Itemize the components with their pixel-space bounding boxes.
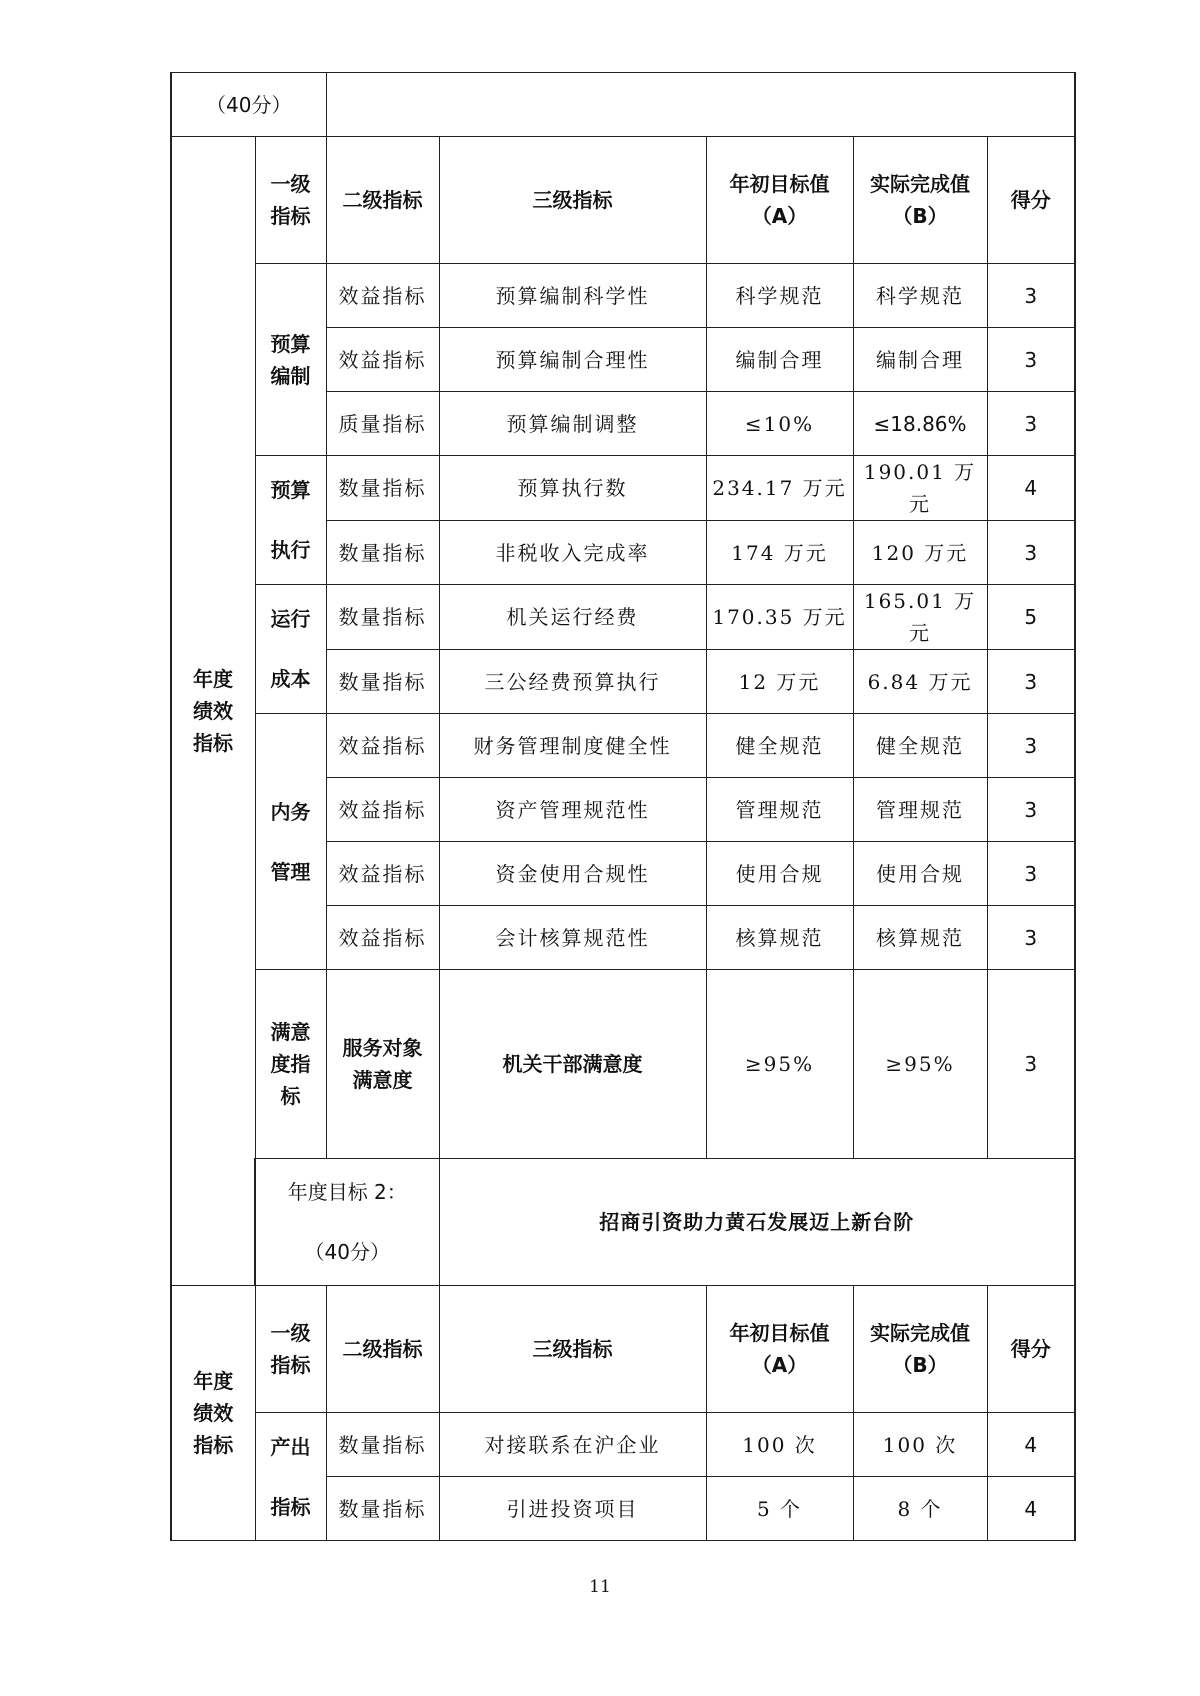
cell-score: 3 — [987, 328, 1075, 392]
cell-l2: 效益指标 — [326, 842, 439, 906]
table-row — [171, 456, 1075, 521]
cell-l3: 预算编制科学性 — [439, 264, 706, 328]
cell-target: 5 个 — [706, 1477, 853, 1541]
cell-target: 编制合理 — [706, 328, 853, 392]
header-level2: 二级指标 — [326, 137, 439, 264]
cell-l3: 预算执行数 — [439, 456, 706, 521]
section2-label: 年度 绩效 指标 — [171, 1286, 255, 1541]
cell-l2: 数量指标 — [326, 650, 439, 714]
header-score: 得分 — [987, 137, 1075, 264]
cell-actual: 健全规范 — [853, 714, 987, 778]
cell-actual: 科学规范 — [853, 264, 987, 328]
cell-target: 科学规范 — [706, 264, 853, 328]
cell-actual: 6.84 万元 — [853, 650, 987, 714]
cell-score: 3 — [987, 392, 1075, 456]
cell-l3: 财务管理制度健全性 — [439, 714, 706, 778]
cell-target: 174 万元 — [706, 521, 853, 585]
cell-l3: 预算编制合理性 — [439, 328, 706, 392]
header-target: 年初目标值 （A） — [706, 137, 853, 264]
header-actual: 实际完成值 （B） — [853, 1286, 987, 1413]
cell-target: 170.35 万元 — [706, 585, 853, 650]
cell-score: 3 — [987, 521, 1075, 585]
cell-actual: 使用合规 — [853, 842, 987, 906]
cell-l3: 非税收入完成率 — [439, 521, 706, 585]
cell-actual: 管理规范 — [853, 778, 987, 842]
cell-l2: 数量指标 — [326, 1477, 439, 1541]
cell-l3: 会计核算规范性 — [439, 906, 706, 970]
cell-l3: 预算编制调整 — [439, 392, 706, 456]
cell-l3: 机关干部满意度 — [439, 970, 706, 1159]
table-row — [171, 714, 1075, 778]
header-level2: 二级指标 — [326, 1286, 439, 1413]
cell-l2: 数量指标 — [326, 521, 439, 585]
cell-l2: 服务对象 满意度 — [326, 970, 439, 1159]
page-number: 11 — [589, 1577, 611, 1597]
cell-actual: 8 个 — [853, 1477, 987, 1541]
cell-l2: 数量指标 — [326, 456, 439, 521]
cell-l2: 数量指标 — [326, 585, 439, 650]
cell-target: ≤10% — [706, 392, 853, 456]
group-output: 产出 指标 — [255, 1413, 326, 1541]
header-actual: 实际完成值 （B） — [853, 137, 987, 264]
cell-score: 4 — [987, 1413, 1075, 1477]
cell-score: 3 — [987, 714, 1075, 778]
group-budget-exec: 预算 执行 — [255, 456, 326, 585]
header-row — [171, 1286, 1075, 1413]
goal1-points: （40分） — [171, 73, 326, 137]
cell-l3: 对接联系在沪企业 — [439, 1413, 706, 1477]
header-level1: 一级 指标 — [255, 137, 326, 264]
cell-score: 3 — [987, 842, 1075, 906]
cell-actual: 165.01 万元 — [853, 585, 987, 650]
cell-l3: 资金使用合规性 — [439, 842, 706, 906]
cell-l3: 三公经费预算执行 — [439, 650, 706, 714]
cell-target: 234.17 万元 — [706, 456, 853, 521]
cell-score: 5 — [987, 585, 1075, 650]
cell-score: 3 — [987, 650, 1075, 714]
cell-l3: 引进投资项目 — [439, 1477, 706, 1541]
header-level3: 三级指标 — [439, 137, 706, 264]
group-run-cost: 运行 成本 — [255, 585, 326, 714]
cell-l3: 机关运行经费 — [439, 585, 706, 650]
group-satisfaction: 满意 度指 标 — [255, 970, 326, 1159]
cell-l2: 效益指标 — [326, 264, 439, 328]
cell-actual: ≤18.86% — [853, 392, 987, 456]
goal1-text — [326, 73, 1075, 137]
cell-actual: 190.01 万元 — [853, 456, 987, 521]
cell-l2: 效益指标 — [326, 328, 439, 392]
cell-target: ≥95% — [706, 970, 853, 1159]
cell-target: 核算规范 — [706, 906, 853, 970]
cell-l2: 效益指标 — [326, 714, 439, 778]
cell-score: 3 — [987, 970, 1075, 1159]
header-level3: 三级指标 — [439, 1286, 706, 1413]
cell-target: 管理规范 — [706, 778, 853, 842]
cell-score: 4 — [987, 456, 1075, 521]
performance-table — [170, 72, 1076, 1541]
cell-l2: 效益指标 — [326, 906, 439, 970]
goal1-row — [171, 73, 1075, 137]
group-internal-mgmt: 内务 管理 — [255, 714, 326, 970]
cell-actual: 核算规范 — [853, 906, 987, 970]
cell-l3: 资产管理规范性 — [439, 778, 706, 842]
group-budget-prep: 预算 编制 — [255, 264, 326, 456]
cell-score: 3 — [987, 264, 1075, 328]
cell-actual: ≥95% — [853, 970, 987, 1159]
goal2-text: 招商引资助力黄石发展迈上新台阶 — [439, 1159, 1075, 1286]
table-row — [171, 970, 1075, 1159]
cell-target: 健全规范 — [706, 714, 853, 778]
goal2-label: 年度目标 2： （40分） — [255, 1159, 439, 1286]
cell-actual: 120 万元 — [853, 521, 987, 585]
header-row — [171, 137, 1075, 264]
cell-l2: 质量指标 — [326, 392, 439, 456]
cell-target: 12 万元 — [706, 650, 853, 714]
cell-actual: 编制合理 — [853, 328, 987, 392]
cell-l2: 效益指标 — [326, 778, 439, 842]
cell-score: 4 — [987, 1477, 1075, 1541]
cell-score: 3 — [987, 906, 1075, 970]
cell-target: 100 次 — [706, 1413, 853, 1477]
goal2-row — [171, 1159, 1075, 1286]
table-row — [171, 264, 1075, 328]
header-level1: 一级 指标 — [255, 1286, 326, 1413]
header-score: 得分 — [987, 1286, 1075, 1413]
table-row — [171, 1413, 1075, 1477]
cell-target: 使用合规 — [706, 842, 853, 906]
cell-actual: 100 次 — [853, 1413, 987, 1477]
cell-score: 3 — [987, 778, 1075, 842]
header-target: 年初目标值 （A） — [706, 1286, 853, 1413]
section1-label: 年度 绩效 指标 — [171, 137, 255, 1286]
table-row — [171, 585, 1075, 650]
cell-l2: 数量指标 — [326, 1413, 439, 1477]
